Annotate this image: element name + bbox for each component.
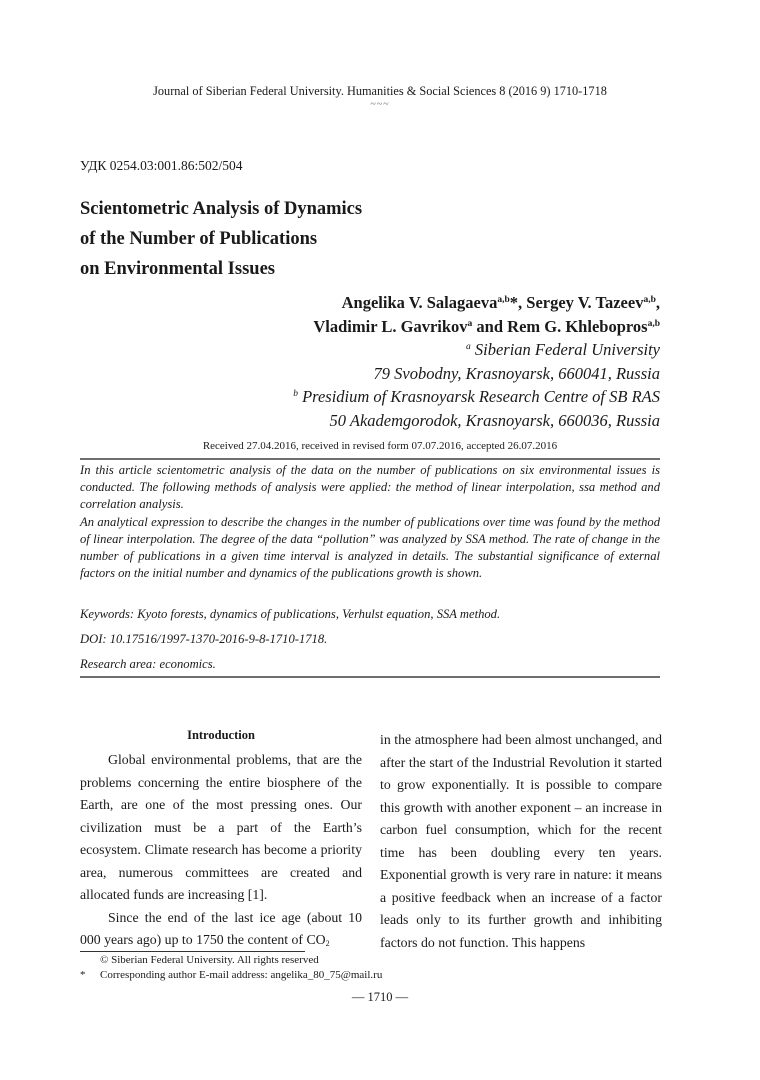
affiliation-name: [293, 385, 660, 409]
doi[interactable]: DOI: 10.17516/1997-1370-2016-9-8-1710-1718.: [80, 632, 328, 646]
subscript: 2: [325, 939, 330, 948]
author-name: Angelika V. Salagaeva: [341, 293, 498, 312]
abstract-top-rule: [80, 458, 660, 460]
title-line: Scientometric Analysis of Dynamics: [80, 199, 363, 219]
affiliation-address: 50 Akademgorodok, Krasnoyarsk, 660036, Russia: [329, 410, 660, 430]
udk-code: УДК 0254.03:001.86:502/504: [80, 158, 243, 173]
affiliation-mark: a: [467, 318, 473, 329]
title-line: on Environmental Issues: [80, 259, 275, 279]
body-paragraph: in the atmosphere had been almost unchanged, and after the start of the Industrial Revolution it started to grow exponentially. It is possible to compare this growth with another exponent – an increase in carbon fuel consumption, which for the recent time has been doubling every ten years. Exponential growth is very rare in nature: it means a positive feedback when an increase of a factor leads only to its further growth and inhibiting factors do not function. This happens: [380, 732, 662, 950]
affiliation-name: [293, 338, 660, 362]
footnote-rule: [80, 951, 305, 952]
author-name: Rem G. Khlebopros: [507, 316, 648, 336]
affiliation-mark: a,b: [497, 295, 510, 305]
footnote-mark: [80, 953, 100, 968]
author-name: Vladimir L. Gavrikov: [313, 316, 468, 336]
abstract-bottom-rule: [80, 676, 660, 678]
footnote-text: © Siberian Federal University. All rights reserved: [100, 954, 319, 966]
affiliation-mark: a,b: [643, 295, 656, 305]
paragraph-text: Since the end of the last ice age (about 10 000 years ago) up to 1750 the content of CO: [80, 909, 362, 947]
footnote: [80, 953, 382, 968]
author-block: [293, 291, 660, 432]
page-number: — 1710 —: [351, 990, 409, 1004]
received-dates: Received 27.04.2016, received in revised form 07.07.2016, accepted 26.07.2016: [202, 440, 558, 452]
conjunction: and: [472, 316, 508, 336]
affiliation-mark: a: [465, 342, 471, 352]
footnotes: [80, 953, 382, 982]
affiliation-label: Siberian Federal University: [470, 340, 660, 359]
title-line: of the Number of Publications: [80, 229, 318, 249]
footnote-text: Corresponding author E-mail address: angelika_80_75@mail.ru: [100, 968, 383, 981]
affiliation-mark: b: [293, 389, 298, 399]
corresponding-mark: *,: [509, 293, 527, 312]
footnote: [80, 968, 382, 983]
affiliation-label: Presidium of Krasnoyarsk Research Centre of SB RAS: [297, 387, 660, 406]
abstract-paragraph: In this article scientometric analysis of the data on the number of publications on six environmental issues is conducted. The following methods of analysis were applied: the method of linear interpolation, ssa method and correlation analysis.: [80, 463, 660, 512]
journal-header: Journal of Siberian Federal University. Humanities & Social Sciences 8 (2016 9) 1710-1718: [153, 84, 607, 98]
abstract: [80, 462, 660, 582]
body-paragraph: [80, 907, 362, 952]
body-paragraph: Global environmental problems, that are the problems concerning the entire biosphere of the Earth, are one of the most pressing ones. Our civilization must be a part of the Earth’s ecosystem. Climate research has become a priority area, numerous committees are created and allocated funds are increasing [1].: [80, 752, 362, 902]
abstract-paragraph: An analytical expression to describe the changes in the number of publications over time was found by the method of linear interpolation. The degree of the data “pollution” was analyzed by SSA method. The rate of change in the number of publications in a given time interval is analyzed in details. The substantial significance of external factors on the initial number and dynamics of the publications growth is shown.: [80, 514, 660, 581]
authors-line-1: [293, 291, 660, 315]
header-ornament: ~~~: [370, 99, 390, 110]
footnote-mark: *: [80, 968, 86, 981]
keywords: Keywords: Kyoto forests, dynamics of publications, Verhulst equation, SSA method.: [80, 607, 501, 621]
author-name: Sergey V. Tazeev: [526, 293, 644, 312]
affiliation-address: 79 Svobodny, Krasnoyarsk, 660041, Russia: [373, 363, 660, 383]
affiliation-mark: a,b: [647, 318, 660, 329]
authors-line-2: [293, 315, 660, 339]
body-column-left: [80, 726, 362, 952]
paper-title: [80, 194, 362, 284]
separator: ,: [655, 293, 660, 312]
body-column-right: [380, 729, 662, 954]
section-heading: Introduction: [187, 728, 255, 742]
research-area: Research area: economics.: [80, 657, 216, 671]
